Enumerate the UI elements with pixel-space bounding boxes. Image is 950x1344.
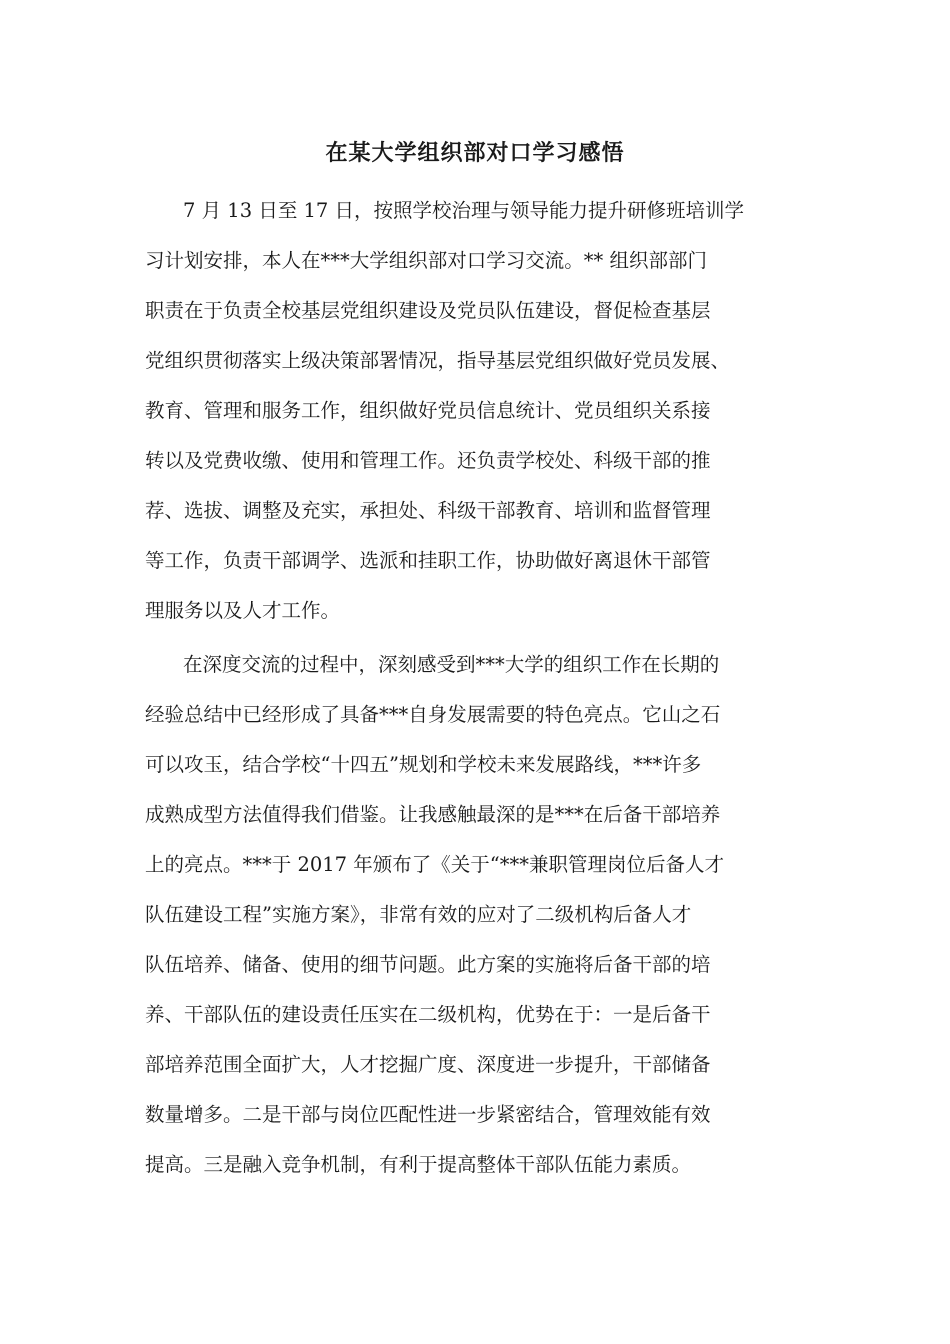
paragraph-line: 上的亮点。***于 2017 年颁布了《关于“***兼职管理岗位后备人才 <box>145 853 724 876</box>
paragraph-line: 转以及党费收缴、使用和管理工作。还负责学校处、科级干部的推 <box>145 449 711 472</box>
paragraph-line: 可以攻玉，结合学校“十四五”规划和学校未来发展路线，***许多 <box>145 753 702 776</box>
paragraph-line: 经验总结中已经形成了具备***自身发展需要的特色亮点。它山之石 <box>145 703 721 726</box>
paragraph-line: 7 月 13 日至 17 日，按照学校治理与领导能力提升研修班培训学 <box>183 199 745 222</box>
paragraph-line: 数量增多。二是干部与岗位匹配性进一步紧密结合，管理效能有效 <box>145 1103 711 1126</box>
paragraph-line: 队伍建设工程”实施方案》，非常有效的应对了二级机构后备人才 <box>145 903 692 926</box>
paragraph-line: 养、干部队伍的建设责任压实在二级机构，优势在于：一是后备干 <box>145 1003 711 1026</box>
paragraph-line: 习计划安排，本人在***大学组织部对口学习交流。** 组织部部门 <box>145 249 707 272</box>
paragraph-line: 教育、管理和服务工作，组织做好党员信息统计、党员组织关系接 <box>145 399 711 422</box>
paragraph-line: 部培养范围全面扩大，人才挖掘广度、深度进一步提升，干部储备 <box>145 1053 711 1076</box>
paragraph-line: 荐、选拔、调整及充实，承担处、科级干部教育、培训和监督管理 <box>145 499 711 522</box>
document-title: 在某大学组织部对口学习感悟 <box>325 140 625 166</box>
paragraph-line: 党组织贯彻落实上级决策部署情况，指导基层党组织做好党员发展、 <box>145 349 731 372</box>
paragraph-line: 在深度交流的过程中，深刻感受到***大学的组织工作在长期的 <box>183 653 720 676</box>
paragraph-line: 提高。三是融入竞争机制，有利于提高整体干部队伍能力素质。 <box>145 1153 692 1176</box>
paragraph-line: 队伍培养、储备、使用的细节问题。此方案的实施将后备干部的培 <box>145 953 711 976</box>
paragraph-line: 等工作，负责干部调学、选派和挂职工作，协助做好离退休干部管 <box>145 549 711 572</box>
paragraph-line: 理服务以及人才工作。 <box>145 599 341 622</box>
paragraph-line: 成熟成型方法值得我们借鉴。让我感触最深的是***在后备干部培养 <box>145 803 721 826</box>
paragraph-line: 职责在于负责全校基层党组织建设及党员队伍建设，督促检查基层 <box>145 299 711 322</box>
